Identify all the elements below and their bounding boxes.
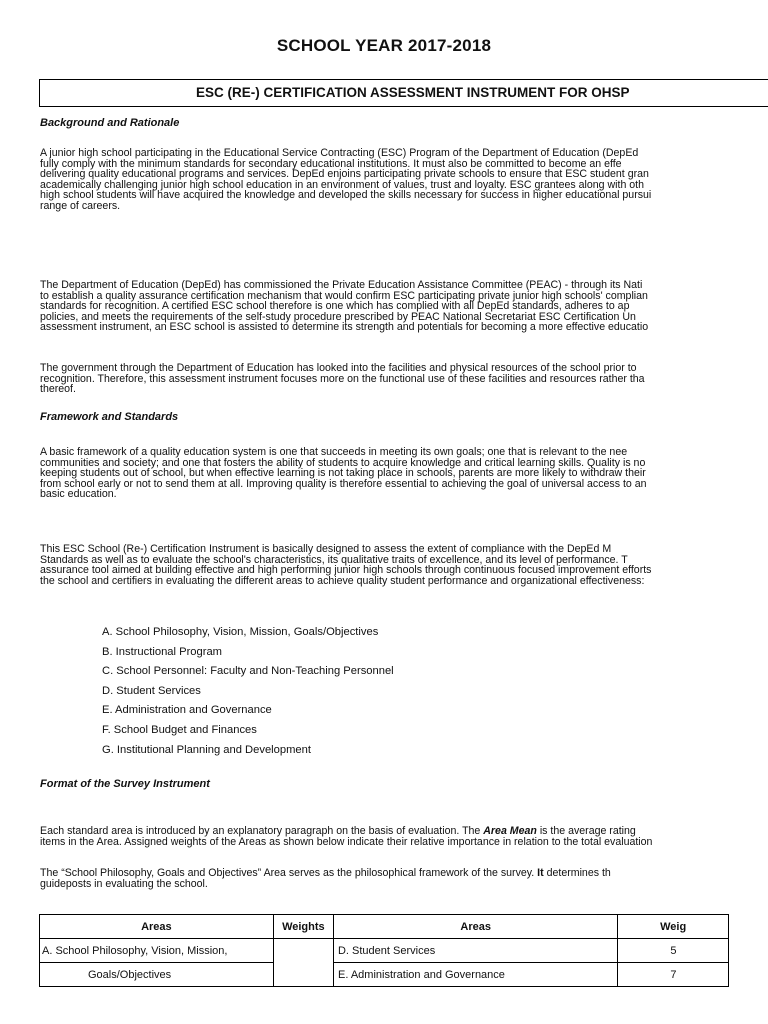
text-line: to establish a quality assurance certification mechanism that would confirm ESC participating private junior high schools' complian xyxy=(40,289,648,302)
areas-list-item: A. School Philosophy, Vision, Mission, Goals/Objectives xyxy=(102,626,379,638)
text-line: assessment instrument, an ESC school is assisted to determine its strength and potentials for becoming a more effective educatio xyxy=(40,321,649,334)
text-line: high school students will have acquired the knowledge and developed the skills necessary for success in higher educational pursui xyxy=(40,189,652,202)
text-line: The Department of Education (DepEd) has commissioned the Private Education Assistance Committee (PEAC) - through its Nati xyxy=(40,279,643,291)
areas-weights-table xyxy=(39,914,729,987)
text-line: delivering quality educational programs and services. DepEd enjoins participating private schools to ensure that ESC student gran xyxy=(40,168,649,181)
text-line: assurance tool aimed at building effective and high performing junior high schools through continuous focused improvement efforts xyxy=(40,564,652,577)
areas-list-item: G. Institutional Planning and Development xyxy=(102,743,311,756)
text-line: standards for recognition. A certified ESC school therefore is one which has complied with all DepEd standards, adheres to ap xyxy=(40,300,630,313)
text-line: The government through the Department of Education has looked into the facilities and physical resources of the school prior to xyxy=(40,362,637,374)
areas-list-item: C. School Personnel: Faculty and Non-Teaching Personnel xyxy=(102,665,394,678)
background-paragraph-3 xyxy=(40,363,645,395)
text-line: communities and society; and one that fosters the ability of students to acquire knowledge and critical learning skills. Quality is no xyxy=(40,456,646,469)
document-title: ESC (RE-) CERTIFICATION ASSESSMENT INSTRUMENT FOR OHSP xyxy=(196,85,630,100)
left-area-cell: A. School Philosophy, Vision, Mission, xyxy=(40,939,274,963)
background-paragraph-1 xyxy=(40,148,651,212)
header-weights-left: Weights xyxy=(273,915,333,939)
areas-list-item: F. School Budget and Finances xyxy=(102,723,257,736)
text-line: Standards as well as to evaluate the school's characteristics, its qualitative traits of excellence, and its level of performance. T xyxy=(40,553,628,566)
text-line: This ESC School (Re-) Certification Instrument is basically designed to assess the extent of compliance with the DepEd M xyxy=(40,543,612,555)
section-heading-framework: Framework and Standards xyxy=(40,411,179,423)
text-line: recognition. Therefore, this assessment instrument focuses more on the functional use of these facilities and resources rather tha xyxy=(40,372,645,385)
areas-list-item: B. Instructional Program xyxy=(102,645,223,658)
table-row xyxy=(40,963,729,987)
areas-list-item: E. Administration and Governance xyxy=(102,704,272,717)
left-weight-cell xyxy=(273,939,333,987)
header-areas-left: Areas xyxy=(40,915,274,939)
text-line: thereof. xyxy=(40,383,76,396)
framework-paragraph-2 xyxy=(40,544,651,586)
right-weight-cell: 5 xyxy=(618,939,729,963)
text-line: the school and certifiers in evaluating the different areas to achieve quality student performance and organizational effectiveness: xyxy=(40,574,645,587)
header-weights-right: Weig xyxy=(618,915,729,939)
text-run: is the average rating xyxy=(536,825,636,837)
text-run: The “School Philosophy, Goals and Objectives” Area serves as the philosophical framework of the survey. xyxy=(40,867,538,879)
text-line: range of careers. xyxy=(40,199,121,212)
area-mean-term: Area Mean xyxy=(483,825,537,837)
format-paragraph-2 xyxy=(40,868,611,889)
right-area-cell: D. Student Services xyxy=(333,939,617,963)
right-weight-cell: 7 xyxy=(618,963,729,987)
areas-list xyxy=(102,623,394,760)
right-area-cell: E. Administration and Governance xyxy=(333,963,617,987)
text-line xyxy=(40,868,611,879)
text-line: policies, and meets the requirements of the self-study procedure prescribed by PEAC National Secretariat ESC Certification Un xyxy=(40,310,636,323)
format-paragraph-1 xyxy=(40,826,652,847)
text-run: Each standard area is introduced by an explanatory paragraph on the basis of evaluation. The xyxy=(40,825,484,837)
text-line: keeping students out of school, but when effective learning is not taking place in schools, parents are more likely to withdraw their xyxy=(40,467,646,480)
text-run: determines th xyxy=(543,867,611,879)
text-line: academically challenging junior high school education in an environment of values, trust and loyalty. ESC grantees along with oth xyxy=(40,178,645,191)
framework-paragraph-1 xyxy=(40,447,647,500)
text-line: basic education. xyxy=(40,488,117,501)
section-heading-format: Format of the Survey Instrument xyxy=(40,778,210,790)
text-line: items in the Area. Assigned weights of the Areas as shown below indicate their relative importance in relation to the total evaluation xyxy=(40,835,653,848)
text-line: guideposts in evaluating the school. xyxy=(40,877,208,890)
school-year-heading: SCHOOL YEAR 2017-2018 xyxy=(276,36,492,55)
text-line: from school early or not to send them at all. Improving quality is therefore essential to achieving the goal of universal access to an xyxy=(40,477,647,490)
text-line: A basic framework of a quality education system is one that succeeds in meeting its own goals; one that is relevant to the nee xyxy=(40,446,628,458)
header-areas-right: Areas xyxy=(333,915,617,939)
left-area-cell-continued: Goals/Objectives xyxy=(40,963,274,987)
text-line: A junior high school participating in the Educational Service Contracting (ESC) Program of the Department of Education (DepEd xyxy=(40,147,639,159)
bold-term: It xyxy=(537,867,544,879)
text-line: fully comply with the minimum standards for secondary educational institutions. It must also be committed to become an effe xyxy=(40,157,622,170)
section-heading-background: Background and Rationale xyxy=(40,117,180,129)
table-row xyxy=(40,939,729,963)
areas-list-item: D. Student Services xyxy=(102,684,201,697)
table-header-row xyxy=(40,915,729,939)
text-line xyxy=(40,826,652,837)
background-paragraph-2 xyxy=(40,280,648,333)
